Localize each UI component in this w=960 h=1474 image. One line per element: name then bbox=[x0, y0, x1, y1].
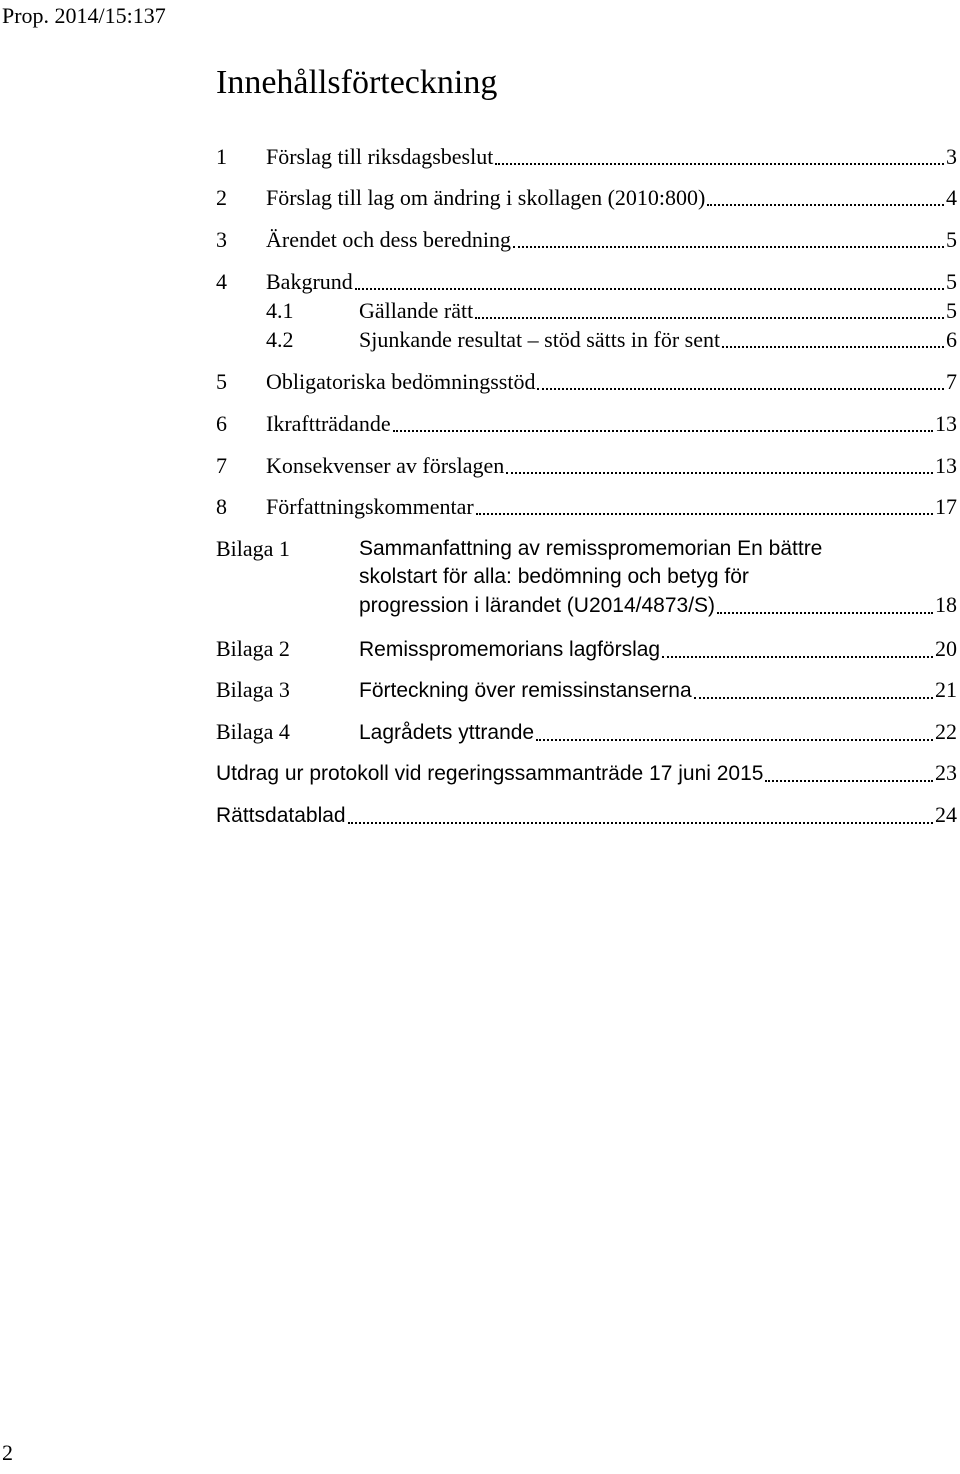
toc-entry-number: 4 bbox=[216, 269, 227, 294]
toc-entry[interactable] bbox=[216, 368, 957, 396]
dot-leader bbox=[355, 288, 944, 290]
toc-entry-title: Utdrag ur protokoll vid regeringssammanträde 17 juni 2015 bbox=[216, 762, 764, 785]
toc-appendix-entry[interactable] bbox=[216, 676, 957, 705]
toc-entry-number: 4.2 bbox=[266, 327, 294, 352]
toc-entry-number: 8 bbox=[216, 494, 227, 519]
dot-leader bbox=[717, 612, 933, 614]
toc-appendix-title: Lagrådets yttrande bbox=[359, 721, 535, 744]
toc-entry-page: 6 bbox=[946, 327, 957, 352]
toc-subentry[interactable] bbox=[216, 326, 957, 354]
toc-appendix-title-line: skolstart för alla: bedömning och betyg för bbox=[359, 565, 749, 588]
toc-entry-title: Förslag till riksdagsbeslut bbox=[266, 144, 494, 169]
toc-entry[interactable] bbox=[216, 759, 957, 788]
toc-entry-page: 3 bbox=[946, 144, 957, 169]
toc-entry-number: 5 bbox=[216, 369, 227, 394]
dot-leader bbox=[513, 246, 944, 248]
toc-entry-number: 4.1 bbox=[266, 298, 294, 323]
toc-entry-title: Ikraftträdande bbox=[266, 411, 391, 436]
toc-entry[interactable] bbox=[216, 493, 957, 521]
dot-leader bbox=[506, 472, 933, 474]
toc-entry-page: 13 bbox=[935, 453, 957, 478]
dot-leader bbox=[393, 430, 933, 432]
toc-entry[interactable] bbox=[216, 410, 957, 438]
toc-appendix-title-line: progression i lärandet (U2014/4873/S) bbox=[359, 594, 716, 617]
toc-entry-page: 18 bbox=[935, 592, 957, 617]
toc-entry[interactable] bbox=[216, 801, 957, 830]
toc-entry[interactable] bbox=[216, 268, 957, 296]
toc-entry-page: 5 bbox=[946, 298, 957, 323]
toc-entry-title: Rättsdatablad bbox=[216, 804, 346, 827]
toc-entry-title: Gällande rätt bbox=[359, 298, 474, 323]
toc-appendix-title: Förteckning över remissinstanserna bbox=[359, 679, 692, 702]
toc-entry-title: Sjunkande resultat – stöd sätts in för sent bbox=[359, 327, 721, 352]
toc-entry-page: 24 bbox=[935, 802, 957, 827]
toc-entry[interactable] bbox=[216, 226, 957, 254]
dot-leader bbox=[476, 513, 933, 515]
toc-entry-number: 6 bbox=[216, 411, 227, 436]
toc-entry[interactable] bbox=[216, 184, 957, 212]
dot-leader bbox=[662, 656, 933, 658]
dot-leader bbox=[475, 317, 944, 319]
toc-entry-page: 22 bbox=[935, 719, 957, 744]
toc-entry-page: 21 bbox=[935, 677, 957, 702]
dot-leader bbox=[765, 780, 933, 782]
toc-entry[interactable] bbox=[216, 452, 957, 480]
dot-leader bbox=[722, 346, 944, 348]
toc-appendix-entry[interactable] bbox=[216, 535, 957, 620]
dot-leader bbox=[707, 204, 944, 206]
dot-leader bbox=[537, 388, 944, 390]
toc-entry-title: Konsekvenser av förslagen bbox=[266, 453, 505, 478]
toc-entry-page: 20 bbox=[935, 636, 957, 661]
toc-entry-page: 5 bbox=[946, 227, 957, 252]
toc-appendix-label: Bilaga 2 bbox=[216, 636, 290, 661]
toc-appendix-title-line: Sammanfattning av remisspromemorian En bättre bbox=[359, 537, 823, 560]
toc-appendix-label: Bilaga 4 bbox=[216, 719, 290, 744]
toc-entry-title: Ärendet och dess beredning bbox=[266, 227, 511, 252]
toc-entry-page: 23 bbox=[935, 760, 957, 785]
document-reference: Prop. 2014/15:137 bbox=[2, 3, 166, 28]
toc-entry-number: 2 bbox=[216, 185, 227, 210]
dot-leader bbox=[694, 697, 933, 699]
toc-appendix-title: Remisspromemorians lagförslag bbox=[359, 638, 661, 661]
toc-entry-number: 7 bbox=[216, 453, 227, 478]
toc-entry-page: 4 bbox=[946, 185, 957, 210]
dot-leader bbox=[536, 739, 933, 741]
toc-appendix-label: Bilaga 1 bbox=[216, 536, 290, 561]
toc-entry-title: Författningskommentar bbox=[266, 494, 474, 519]
toc-entry[interactable] bbox=[216, 143, 957, 171]
toc-subentry[interactable] bbox=[216, 297, 957, 325]
toc-entry-number: 3 bbox=[216, 227, 227, 252]
toc-entry-page: 5 bbox=[946, 269, 957, 294]
toc-entry-number: 1 bbox=[216, 144, 227, 169]
toc-entry-title: Förslag till lag om ändring i skollagen (2010:800) bbox=[266, 185, 706, 210]
toc-heading: Innehållsförteckning bbox=[216, 64, 498, 101]
toc-appendix-label: Bilaga 3 bbox=[216, 677, 290, 702]
toc-appendix-entry[interactable] bbox=[216, 718, 957, 747]
dot-leader bbox=[495, 163, 944, 165]
dot-leader bbox=[348, 822, 933, 824]
toc-entry-page: 17 bbox=[935, 494, 957, 519]
toc-entry-page: 7 bbox=[946, 369, 957, 394]
toc-entry-page: 13 bbox=[935, 411, 957, 436]
toc-entry-title: Obligatoriska bedömningsstöd bbox=[266, 369, 536, 394]
page-number: 2 bbox=[2, 1440, 13, 1465]
toc-appendix-entry[interactable] bbox=[216, 635, 957, 664]
toc-entry-title: Bakgrund bbox=[266, 269, 353, 294]
